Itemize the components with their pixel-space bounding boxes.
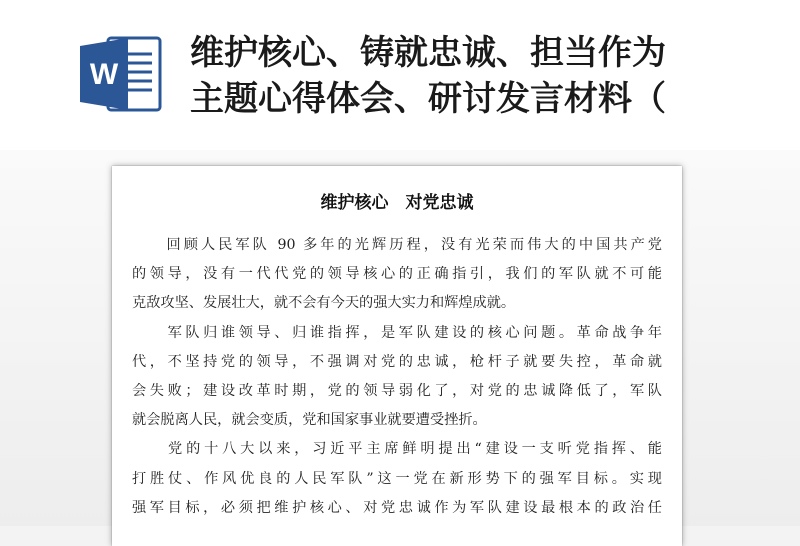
document-body	[132, 231, 662, 523]
body-line: 党的十八大以来，习近平主席鲜明提出“建设一支听党指挥、能	[132, 441, 662, 458]
body-line: 代，不坚持党的领导，不强调对党的忠诚，枪杆子就要失控，革命就	[132, 353, 662, 370]
title-line-1: 维护核心、铸就忠诚、担当作为	[190, 33, 666, 73]
body-line: 回顾人民军队 90 多年的光辉历程，没有光荣而伟大的中国共产党	[132, 237, 662, 253]
document-page	[112, 166, 682, 546]
body-line: 打胜仗、作风优良的人民军队”这一党在新形势下的强军目标。实现	[132, 470, 662, 487]
body-line: 会失败；建设改革时期，党的领导弱化了，对党的忠诚降低了，军队	[132, 382, 662, 399]
page-title	[190, 30, 790, 122]
header-banner	[0, 0, 800, 150]
body-line: 就会脱离人民，就会变质，党和国家事业就要遭受挫折。	[132, 412, 487, 429]
title-line-2: 主题心得体会、研讨发言材料（	[190, 79, 666, 119]
body-line: 的领导，没有一代代党的领导核心的正确指引，我们的军队就不可能	[132, 266, 662, 283]
body-line: 军队归谁领导、归谁指挥，是军队建设的核心问题。革命战争年	[132, 324, 662, 341]
logo-letter: W	[89, 58, 119, 91]
word-document-icon	[78, 34, 164, 114]
body-line: 克敌攻坚、发展壮大，就不会有今天的强大实力和辉煌成就。	[132, 295, 516, 312]
document-title: 维护核心 对党忠诚	[320, 193, 474, 213]
body-line: 强军目标，必须把维护核心、对党忠诚作为军队建设最根本的政治任	[132, 499, 662, 516]
